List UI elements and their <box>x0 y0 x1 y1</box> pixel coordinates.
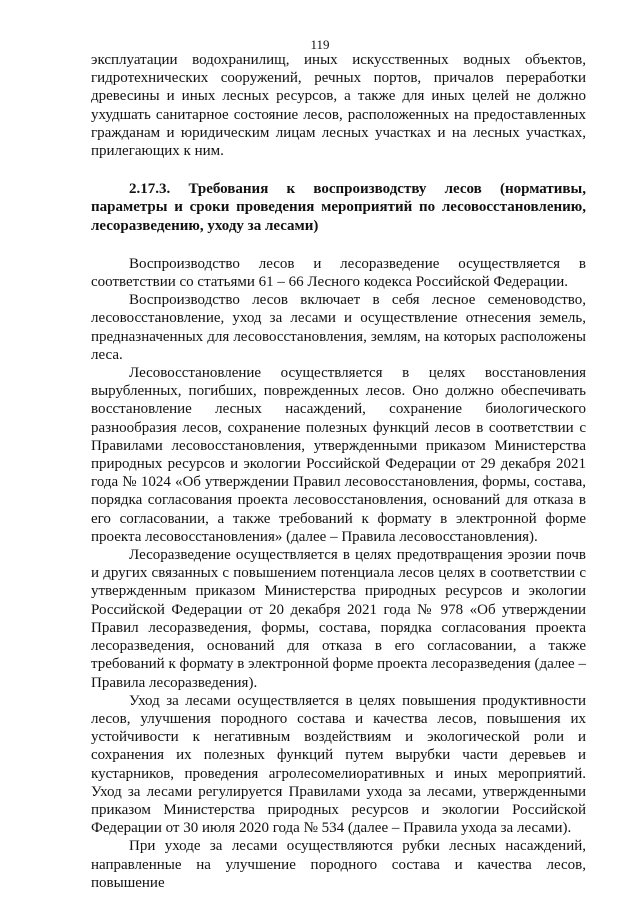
page-number: 119 <box>310 37 330 52</box>
body-paragraph: Лесоразведение осуществляется в целях предотвращения эрозии почв и других связанных с повышением потенциала лесов целях в соответствии с утвержденным приказом Министерства природных ресурсов и экологии Российской Федерации от 20 декабря 2021 года № 978 «Об утверждении Правил лесоразведения, формы, состава, порядка согласования проекта лесоразведения, оснований для отказа в его согласовании, а также требований к формату в электронной форме проекта лесоразведения (далее – Правила лесоразведения). <box>91 547 586 691</box>
body-paragraph: Воспроизводство лесов включает в себя лесное семеноводство, лесовосстановление, уход за лесами и осуществление отнесения земель, предназначенных для лесовосстановления, землям, на которых расположены леса. <box>91 292 586 363</box>
continuation-paragraph: эксплуатации водохранилищ, иных искусственных водных объектов, гидротехнических сооружений, речных портов, причалов переработки древесины и иных лесных ресурсов, а также для иных целей не должно ухудшать санитарное состояние лесов, расположенных на предоставленных гражданам и юридическим лицам лесных участках и на лесных участках, прилегающих к ним. <box>91 52 586 160</box>
body-paragraph: Воспроизводство лесов и лесоразведение осуществляется в соответствии со статьями 61 – 66 Лесного кодекса Российской Федерации. <box>91 255 586 291</box>
body-paragraph: Лесовосстановление осуществляется в целях восстановления вырубленных, погибших, поврежденных лесов. Оно должно обеспечивать восстановление лесных насаждений, сохранение биологического разнообразия лесов, сохранение полезных функций лесов в соответствии с Правилами лесовосстановления, утвержденными приказом Министерства природных ресурсов и экологии Российской Федерации от 29 декабря 2021 года № 1024 «Об утверждении Правил лесовосстановления, формы, состава, порядка согласования проекта лесовосстановления, оснований для отказа в его согласовании, а также требований к формату в электронной форме проекта лесовосстановления» (далее – Правила лесовосстановления). <box>91 365 586 545</box>
body-paragraph: Уход за лесами осуществляется в целях повышения продуктивности лесов, улучшения породного состава и качества лесов, повышения их устойчивости к негативным воздействиям и экологической роли и сохранения их полезных функций путем вырубки части деревьев и кустарников, проведения агролесомелиоративных и иных мероприятий. Уход за лесами регулируется Правилами ухода за лесами, утвержденными приказом Министерства природных ресурсов и экологии Российской Федерации от 30 июля 2020 года № 534 (далее – Правила ухода за лесами). <box>91 692 586 837</box>
page-body <box>91 51 586 892</box>
body-paragraph: При уходе за лесами осуществляются рубки лесных насаждений, направленные на улучшение породного состава и качества лесов, повышение <box>91 838 586 891</box>
section-heading: 2.17.3. Требования к воспроизводству лесов (нормативы, параметры и сроки проведения мероприятий по лесовосстановлению, лесоразведению, уходу за лесами) <box>91 181 586 234</box>
